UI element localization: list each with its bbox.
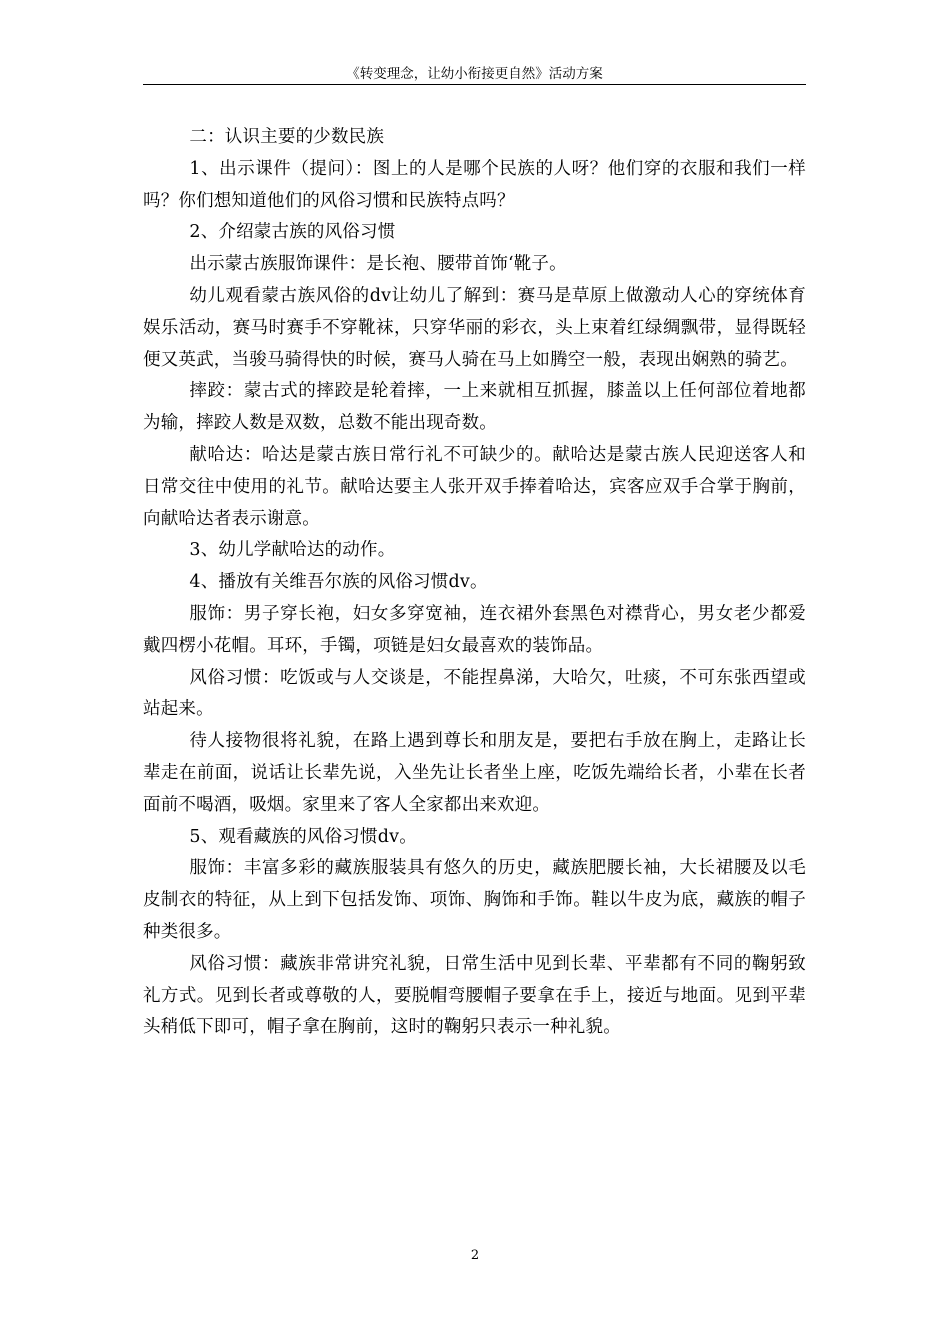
section-heading: 二：认识主要的少数民族 bbox=[189, 127, 385, 147]
paragraph: 风俗习惯：藏族非常讲究礼貌，日常生活中见到长辈、平辈都有不同的鞠躬致礼方式。见到长者或尊敬的人，要脱帽弯腰帽子要拿在手上，接近与地面。见到平辈头稍低下即可，帽子拿在胸前，这时的鞠躬只表示一种礼貌。 bbox=[143, 953, 806, 1038]
document-body bbox=[143, 122, 806, 1044]
paragraph: 风俗习惯：吃饭或与人交谈是，不能捏鼻涕，大哈欠，吐痰，不可东张西望或站起来。 bbox=[143, 667, 806, 720]
step-heading: 4、播放有关维吾尔族的风俗习惯dv。 bbox=[189, 572, 488, 593]
paragraph: 待人接物很将礼貌，在路上遇到尊长和朋友是，要把右手放在胸上，走路让长辈走在前面，说话让长辈先说，入坐先让长者坐上座，吃饭先端给长者，小辈在长者面前不喝酒，吸烟。家里来了客人全家都出来欢迎。 bbox=[143, 731, 806, 815]
paragraph: 摔跤：蒙古式的摔跤是轮着摔，一上来就相互抓握，膝盖以上任何部位着地都为输，摔跤人数是双数，总数不能出现奇数。 bbox=[143, 381, 806, 434]
paragraph: 幼儿观看蒙古族风俗的dv让幼儿了解到：赛马是草原上做激动人心的穿统体育娱乐活动，赛马时赛手不穿靴袜，只穿华丽的彩衣，头上束着红绿绸飘带，显得既轻便又英武，当骏马骑得快的时候，赛马人骑在马上如腾空一般，表现出娴熟的骑艺。 bbox=[143, 285, 806, 370]
paragraph: 出示蒙古族服饰课件：是长袍、腰带首饰‘靴子。 bbox=[189, 254, 567, 275]
header-divider bbox=[143, 84, 806, 85]
paragraph: 1、出示课件（提问）：图上的人是哪个民族的人呀？他们穿的衣服和我们一样吗？你们想知道他们的风俗习惯和民族特点吗？ bbox=[143, 158, 806, 211]
step-heading: 3、幼儿学献哈达的动作。 bbox=[189, 540, 396, 561]
paragraph: 服饰：男子穿长袍，妇女多穿宽袖，连衣裙外套黑色对襟背心，男女老少都爱戴四楞小花帽。耳环，手镯，项链是妇女最喜欢的装饰品。 bbox=[143, 603, 806, 656]
step-heading: 2、介绍蒙古族的风俗习惯 bbox=[189, 222, 396, 243]
page-number: 2 bbox=[470, 1248, 480, 1263]
step-heading: 5、观看藏族的风俗习惯dv。 bbox=[189, 826, 417, 847]
paragraph: 服饰：丰富多彩的藏族服装具有悠久的历史，藏族肥腰长袖，大长裙腰及以毛皮制衣的特征，从上到下包括发饰、项饰、胸饰和手饰。鞋以牛皮为底，藏族的帽子种类很多。 bbox=[143, 858, 806, 942]
paragraph: 献哈达：哈达是蒙古族日常行礼不可缺少的。献哈达是蒙古族人民迎送客人和日常交往中使用的礼节。献哈达要主人张开双手捧着哈达，宾客应双手合掌于胸前，向献哈达者表示谢意。 bbox=[143, 444, 806, 529]
page-header-title: 《转变理念，让幼小衔接更自然》活动方案 bbox=[346, 66, 603, 82]
